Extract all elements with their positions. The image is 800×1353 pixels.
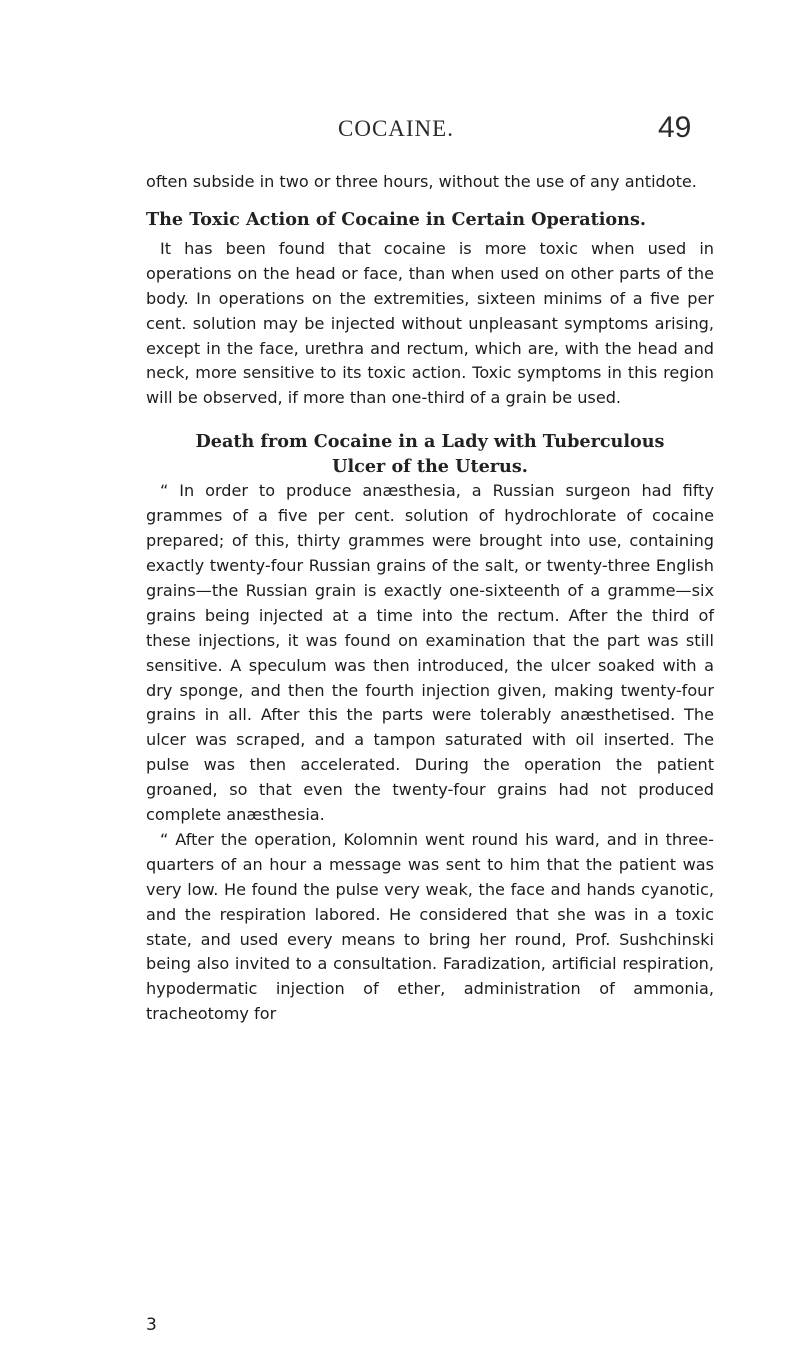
running-title: COCAINE. <box>338 116 454 141</box>
section-heading-death-line-2: Ulcer of the Uterus. <box>332 456 528 478</box>
continuation-paragraph: often subside in two or three hours, without the use of any antidote. <box>146 172 697 191</box>
running-head <box>0 111 800 156</box>
section-heading-death <box>146 429 714 479</box>
section-heading-death-line-1: Death from Cocaine in a Lady with Tuberculous <box>195 431 665 453</box>
signature-mark: 3 <box>146 1315 157 1335</box>
body-text <box>146 170 714 1027</box>
death-paragraph-1: “ In order to produce anæsthesia, a Russian surgeon had fifty grammes of a five per cent. solution of hydrochlorate of cocaine prepared; of this, thirty grammes were brought into use, containing exactly twenty-four Russian grains of the salt, or twenty-three English grains—the Russian grain is exactly one-sixteenth of a gramme—six grains being injected at a time into the rectum. After the third of these injections, it was found on examination that the part was still sensitive. A speculum was then introduced, the ulcer soaked with a dry sponge, and then the fourth injection given, making twenty-four grains in all. After this the parts were tolerably anæsthetised. The ulcer was scraped, and a tampon saturated with oil inserted. The pulse was then accelerated. During the operation the patient groaned, so that even the twenty-four grains had not produced complete anæsthesia. <box>146 481 714 825</box>
death-paragraph-2: “ After the operation, Kolomnin went round his ward, and in three-quarters of an hour a message was sent to him that the patient was very low. He found the pulse very weak, the face and hands cyanotic, and the respiration labored. He considered that she was in a toxic state, and used every means to bring her round, Prof. Sushchinski being also invited to a consultation. Faradization, artificial respiration, hypodermatic injection of ether, administration of ammonia, tracheotomy for <box>146 829 714 1024</box>
toxic-action-paragraph: It has been found that cocaine is more toxic when used in operations on the head or face, than when used on other parts of the body. In operations on the extremities, sixteen minims of a five per cent. solution may be injected without unpleasant symptoms arising, except in the face, urethra and rectum, which are, with the head and neck, more sensitive to its toxic action. Toxic symptoms in this region will be observed, if more than one-third of a grain be used. <box>146 238 714 408</box>
section-heading-toxic-action: The Toxic Action of Cocaine in Certain Operations. <box>146 208 646 230</box>
page-number: 49 <box>658 111 692 144</box>
